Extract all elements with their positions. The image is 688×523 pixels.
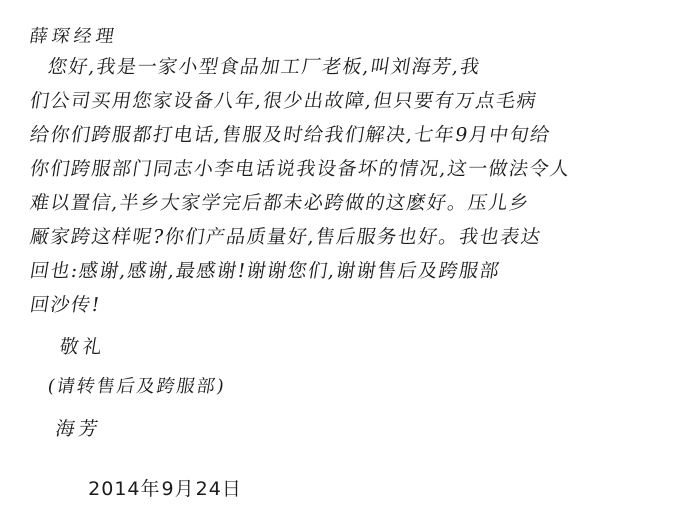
letter-body-line: 回也:感谢,感谢,最感谢!谢谢您们,谢谢售后及跨服部	[28, 260, 502, 282]
date-year-label: 年	[140, 478, 162, 500]
letter-routing-note: (请转售后及跨服部)	[46, 376, 228, 397]
letter-closing: 敬礼	[58, 336, 108, 358]
letter-signature: 海芳	[54, 418, 104, 440]
date-month-label: 月	[174, 478, 196, 500]
letter-body-line: 厰家跨这样呢?你们产品质量好,售后服务也好。我也表达	[28, 226, 544, 248]
date-day-label: 日	[221, 478, 243, 500]
letter-body-line: 们公司买用您家设备八年,很少出故障,但只要有万点毛病	[28, 90, 539, 112]
letter-body-line: 难以置信,半乡大家学完后都未必跨做的这麽好。压儿乡	[28, 192, 532, 214]
letter-date	[56, 452, 243, 523]
letter-body-line: 您好,我是一家小型食品加工厂老板,叫刘海芳,我	[46, 56, 483, 78]
date-year: 2014	[88, 478, 141, 500]
date-month: 9	[161, 478, 175, 500]
letter-body-line: 给你们跨服都打电话,售服及时给我们解决,七年9月中旬给	[28, 124, 553, 146]
letter-salutation: 薛琛经理	[28, 26, 120, 47]
letter-body-line: 你们跨服部门同志小李电话说我设备坏的情况,这一做法令人	[28, 158, 573, 180]
date-day: 24	[195, 478, 222, 500]
letter-body-line: 回沙传!	[28, 294, 103, 316]
